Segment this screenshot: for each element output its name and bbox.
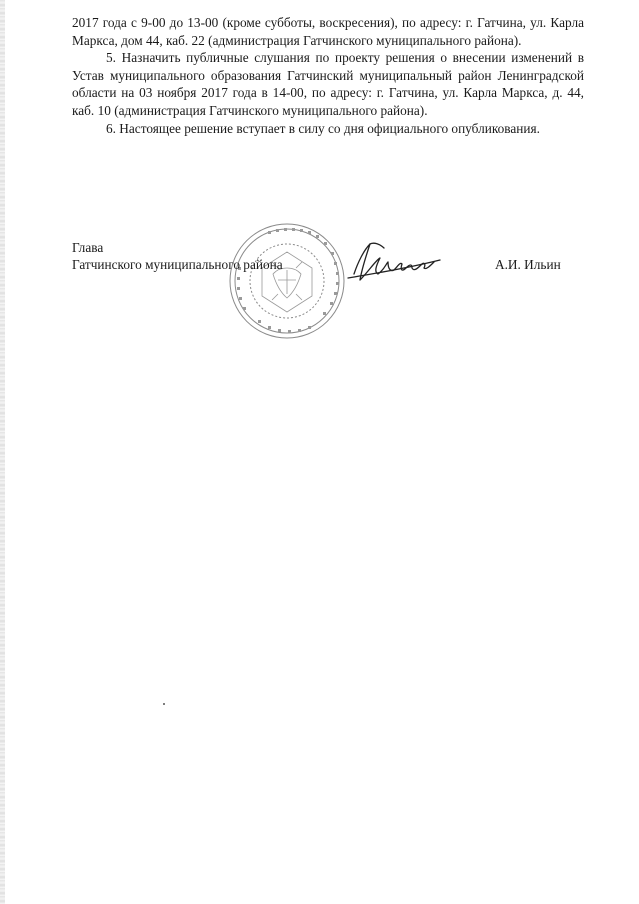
document-body — [72, 14, 584, 137]
paragraph-item-5: 5. Назначить публичные слушания по проекту решения о внесении изменений в Устав муниципального образования Гатчинский муниципальный район Ленинградской области на 03 ноября 2017 года в 14-00, по адресу: г. Гатчина, ул. Карла Маркса, д. 44, каб. 10 (администрация Гатчинского муниципального района). — [72, 50, 584, 118]
signatory-title-line2: Гатчинского муниципального района — [72, 257, 283, 272]
signature-block — [72, 239, 592, 272]
paragraph-continuation: 2017 года с 9-00 до 13-00 (кроме субботы, воскресения), по адресу: г. Гатчина, ул. Карла Маркса, дом 44, каб. 22 (администрация Гатчинского муниципального района). — [72, 15, 584, 48]
scan-edge-artifact — [0, 0, 5, 904]
signatory-title-line1: Глава — [72, 240, 104, 255]
signatory-name: А.И. Ильин — [495, 257, 561, 272]
scan-speck — [163, 703, 165, 705]
paragraph-item-6: 6. Настоящее решение вступает в силу со дня официального опубликования. — [106, 120, 540, 136]
